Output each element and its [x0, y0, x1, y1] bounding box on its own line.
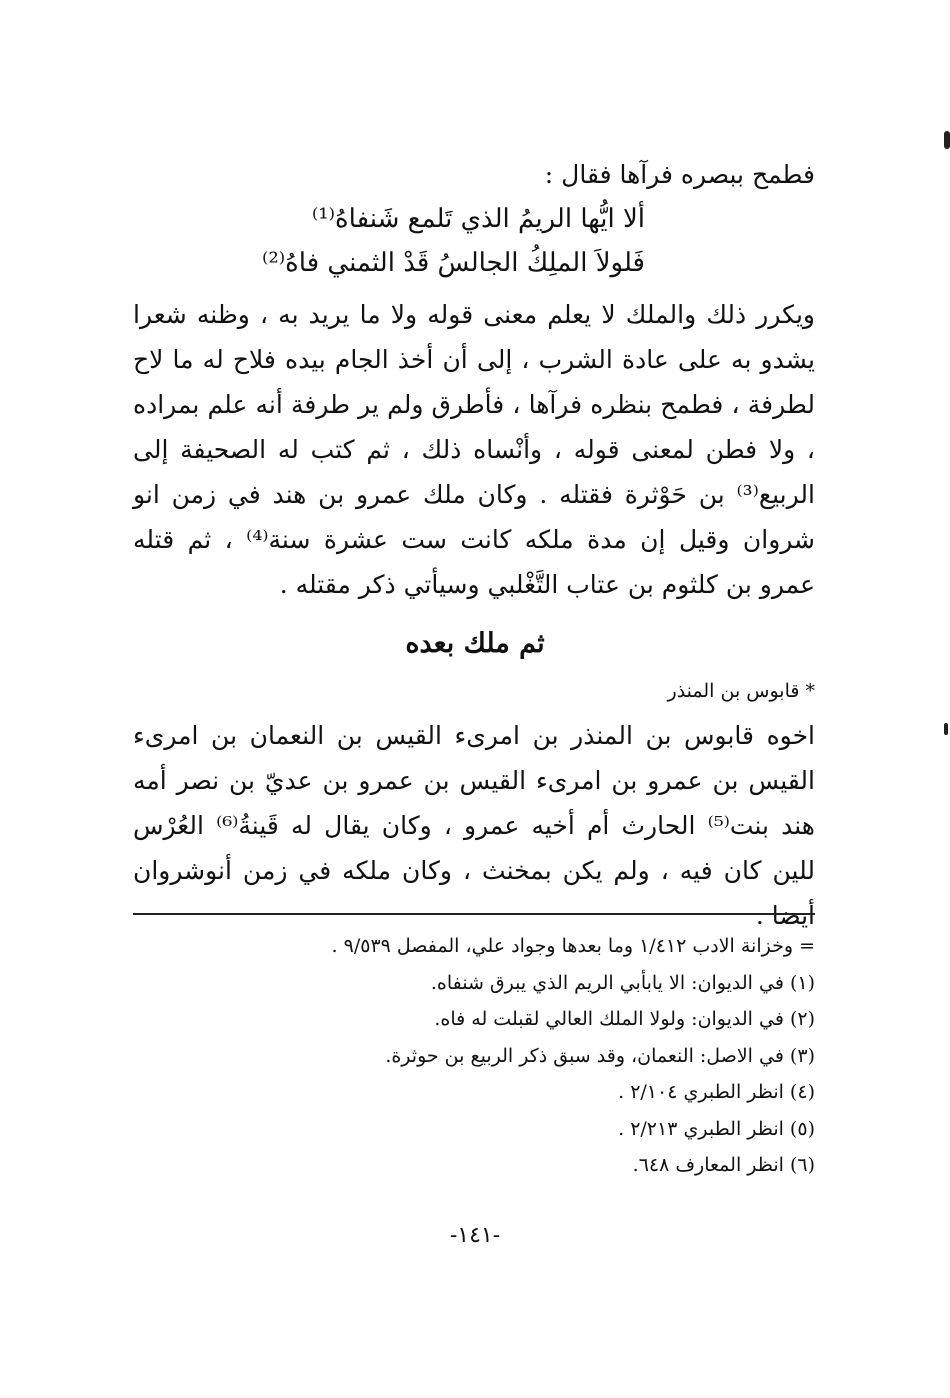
- footnote-continuation: = وخزانة الادب ١/٤١٢ وما بعدها وجواد علي، المفصل ٩/٥٣٩ .: [331, 935, 815, 957]
- footnote-6: (٦) انظر المعارف ٦٤٨.: [632, 1154, 815, 1176]
- section-heading: ثم ملك بعده: [405, 628, 545, 659]
- footnote-1: (١) في الديوان: الا يابأبي الريم الذي يبرق شنفاه.: [430, 971, 815, 994]
- verse-line-2: فَلولاَ الملِكُ الجالسُ قَدْ الثمني فاهُ⁽²⁾: [261, 248, 645, 278]
- binding-mark: [944, 131, 950, 149]
- footnote-divider: [133, 913, 815, 915]
- subheading: * قابوس بن المنذر: [667, 680, 815, 702]
- paragraph-2: اخوه قابوس بن المنذر بن امرىء القيس بن النعمان بن امرىء القيس بن عمرو بن امرىء القيس بن عمرو بن عديّ بن نصر أمه هند بنت⁽⁵⁾ الحارث أم أخيه عمرو ، وكان يقال له قَينةُ⁽⁶⁾ العُرْس للين كان فيه ، ولم يكن بمخنث ، وكان ملكه في زمن أنوشروان أيضا .: [133, 721, 815, 930]
- footnote-4: (٤) انظر الطبري ٢/١٠٤ .: [618, 1081, 815, 1103]
- footnote-2: (٢) في الديوان: ولولا الملك العالي لقبلت له فاه.: [434, 1008, 815, 1030]
- paragraph-1: ويكرر ذلك والملك لا يعلم معنى قوله ولا ما يريد به ، وظنه شعرا يشدو به على عادة الشرب ، إلى أن أخذ الجام بيده فلاح له ما لاح لطرفة ، فطمح بنظره فرآها ، فأطرق ولم ير طرفة أنه علم بمراده ، ولا فطن لمعنى قوله ، وأنْساه ذلك ، ثم كتب له الصحيفة إلى الربيع⁽³⁾ بن حَوْثرة فقتله . وكان ملك عمرو بن هند في زمن انو شروان وقيل إن مدة ملكه كانت ست عشرة سنة⁽⁴⁾ ، ثم قتله عمرو بن كلثوم بن عتاب التَّغْلبي وسيأتي ذكر مقتله .: [133, 300, 816, 599]
- verse-line-1: ألا ايُّها الريمُ الذي تَلمع شَنفاهُ⁽¹⁾: [311, 204, 645, 234]
- footnotes-list: [133, 928, 815, 1184]
- intro-line: فطمح ببصره فرآها فقال :: [544, 160, 815, 189]
- footnote-5: (٥) انظر الطبري ٢/٢١٣ .: [618, 1117, 815, 1140]
- binding-mark: [944, 723, 948, 735]
- footnote-3: (٣) في الاصل: النعمان، وقد سبق ذكر الربيع بن حوثرة.: [385, 1044, 815, 1067]
- page-number: -١٤١-: [449, 1223, 501, 1248]
